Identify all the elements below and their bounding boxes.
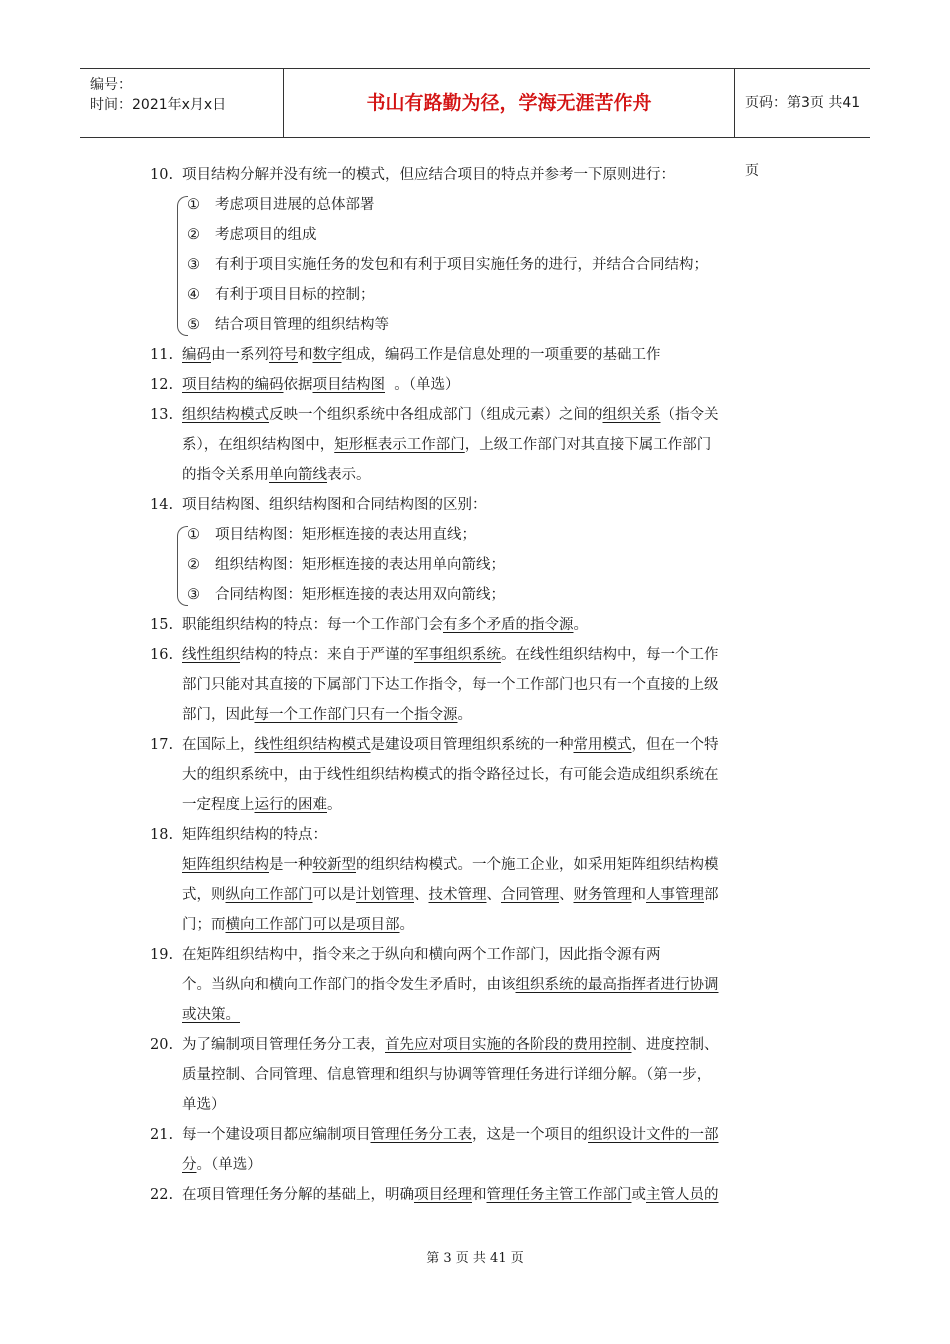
item-text: 式，则: [182, 887, 226, 903]
item-text: 。: [457, 707, 472, 723]
sub-item: [150, 310, 815, 340]
item-text: 矩阵组织结构的特点：: [182, 827, 327, 843]
underlined-term: 计划管理: [356, 887, 414, 903]
underlined-term: 组织系统的最高指挥者进行协调: [515, 977, 719, 993]
list-item-18: [150, 820, 815, 850]
list-item-16-cont: [150, 670, 815, 700]
item-text: 。: [327, 797, 342, 813]
list-item-12: [150, 370, 815, 400]
item-number: 11.: [150, 347, 174, 363]
sub-item: [150, 250, 815, 280]
item-text: 可以是: [312, 887, 356, 903]
item-text: 表示。: [327, 467, 371, 483]
item-text: ，上级工作部门对其直接下属工作部门: [464, 437, 712, 453]
document-body: [150, 160, 815, 1210]
item-text: 质量控制、合同管理、信息管理和组织与协调等管理任务进行详细分解。（第一步，: [182, 1067, 712, 1083]
item-text: 一定程度上: [182, 797, 255, 813]
underlined-term: 有多个矛盾的指令源: [443, 617, 574, 633]
list-item-15: [150, 610, 815, 640]
sub-item-text: 合同结构图：矩形框连接的表达用双向箭线；: [215, 587, 505, 603]
header-meta: [80, 69, 283, 137]
item-text: 和: [298, 347, 313, 363]
sub-item: [150, 580, 815, 610]
list-item-13-cont: [150, 430, 815, 460]
item-text: 反映一个组织系统中各组成部门（组成元素）之间的: [269, 407, 603, 423]
list-item-18-cont: [150, 850, 815, 880]
header-page-info: 页码：第3页 共41页: [745, 95, 861, 179]
item-text: 的指令关系用: [182, 467, 269, 483]
item-text: 职能组织结构的特点：每一个工作部门会: [182, 617, 443, 633]
sub-item-text: 项目结构图：矩形框连接的表达用直线；: [215, 527, 476, 543]
item-text: 部门，因此: [182, 707, 255, 723]
underlined-term: 符号: [269, 347, 298, 363]
list-item-10: [150, 160, 815, 190]
underlined-term: 较新型: [312, 857, 356, 873]
underlined-term: 主管人员的: [646, 1187, 719, 1203]
item-text: 或: [631, 1187, 646, 1203]
underlined-term: 每一个工作部门只有一个指令源: [254, 707, 458, 723]
item-text: 、: [414, 887, 429, 903]
item-text: 在国际上，: [182, 737, 255, 753]
item-text: 。在线性组织结构中，每一个工作: [501, 647, 719, 663]
item-text: 单选）: [182, 1097, 226, 1113]
list-item-18-cont: [150, 880, 815, 910]
item-number: 21.: [150, 1127, 174, 1143]
item-text: 部: [704, 887, 719, 903]
list-item-19: [150, 940, 815, 970]
item-number: 14.: [150, 497, 174, 513]
item-text: ，这是一个项目的: [472, 1127, 588, 1143]
circled-number: ①: [187, 527, 200, 543]
circled-number: ①: [187, 197, 200, 213]
item-text: （指令关: [660, 407, 719, 423]
list-item-16-cont: [150, 700, 815, 730]
underlined-term: 军事组织系统: [414, 647, 501, 663]
item-text: 是建设项目管理组织系统的一种: [370, 737, 574, 753]
item-number: 10.: [150, 167, 174, 183]
item-number: 19.: [150, 947, 174, 963]
list-item-20: [150, 1030, 815, 1060]
list-item-21-cont: [150, 1150, 815, 1180]
item-text: 门；而: [182, 917, 226, 933]
sub-item-text: 结合项目管理的组织结构等: [215, 317, 389, 333]
list-item-21: [150, 1120, 815, 1150]
item-number: 16.: [150, 647, 174, 663]
sub-item: [150, 550, 815, 580]
list-item-13: [150, 400, 815, 430]
item-text: 在项目管理任务分解的基础上，明确: [182, 1187, 414, 1203]
underlined-term: 运行的困难: [254, 797, 327, 813]
list-item-14: [150, 490, 815, 520]
list-item-18-cont: [150, 910, 815, 940]
underlined-term: 首先应对项目实施的各阶段的费用控制: [385, 1037, 632, 1053]
list-item-19-cont: [150, 1000, 815, 1030]
item-text: 每一个建设项目都应编制项目: [182, 1127, 371, 1143]
underlined-term: 管理任务分工表: [370, 1127, 472, 1143]
list-item-19-cont: [150, 970, 815, 1000]
list-item-20-cont: [150, 1060, 815, 1090]
item-text: 部门只能对其直接的下属部门下达工作指令，每一个工作部门也只有一个直接的上级: [182, 677, 719, 693]
circled-number: ④: [187, 287, 200, 303]
item-text: 依据: [283, 377, 313, 393]
item-text: 和: [631, 887, 646, 903]
underlined-term: 管理任务主管工作部门: [486, 1187, 632, 1203]
sub-item: [150, 280, 815, 310]
circled-number: ⑤: [187, 317, 200, 333]
circled-number: ③: [187, 587, 200, 603]
underlined-term: 矩阵组织结构: [182, 857, 269, 873]
underlined-term: 纵向工作部门: [225, 887, 313, 903]
item-text: 、: [486, 887, 501, 903]
underlined-term: 合同管理: [501, 887, 559, 903]
item-text: ，但在一个特: [631, 737, 719, 753]
item-text: 个。当纵向和横向工作部门的指令发生矛盾时，由该: [182, 977, 516, 993]
sub-item-text: 组织结构图：矩形框连接的表达用单向箭线；: [215, 557, 505, 573]
item-text: 是一种: [269, 857, 313, 873]
underlined-term: 人事管理: [646, 887, 704, 903]
sub-item: [150, 520, 815, 550]
time-label: 时间：2021年x月x日: [90, 97, 227, 113]
item-text: 大的组织系统中，由于线性组织结构模式的指令路径过长，有可能会造成组织系统在: [182, 767, 719, 783]
underlined-term: 线性组织: [182, 647, 240, 663]
underlined-term: 组织设计文件的一部: [588, 1127, 719, 1143]
item-text: 、: [559, 887, 574, 903]
item-text: 。: [573, 617, 588, 633]
item-text: 项目结构分解并没有统一的模式，但应结合项目的特点并参考一下原则进行：: [182, 167, 675, 183]
item-number: 20.: [150, 1037, 174, 1053]
item-text: 由一系列: [211, 347, 269, 363]
item-text: 系），在组织结构图中，: [182, 437, 335, 453]
sub-item: [150, 190, 815, 220]
underlined-term: 项目结构的编码: [182, 377, 284, 393]
sub-item-text: 考虑项目进展的总体部署: [215, 197, 375, 213]
underlined-term: 财务管理: [573, 887, 632, 903]
underlined-term: 编码: [182, 347, 211, 363]
sub-item-text: 有利于项目目标的控制；: [215, 287, 375, 303]
list-item-16: [150, 640, 815, 670]
underlined-term: 线性组织结构模式: [254, 737, 371, 753]
list-item-13-cont: [150, 460, 815, 490]
item-text: 项目结构图、组织结构图和合同结构图的区别：: [182, 497, 487, 513]
underlined-term: 单向箭线: [269, 467, 327, 483]
underlined-term: 组织关系: [602, 407, 661, 423]
item-number: 22.: [150, 1187, 174, 1203]
list-item-22: [150, 1180, 815, 1210]
item-number: 18.: [150, 827, 174, 843]
item-text: 、进度控制、: [631, 1037, 719, 1053]
item-text: 组成，编码工作是信息处理的一项重要的基础工作: [341, 347, 661, 363]
item-text: 。（单选）: [196, 1157, 262, 1173]
underlined-term: 组织结构模式: [182, 407, 269, 423]
circled-number: ②: [187, 227, 200, 243]
sub-item-text: 考虑项目的组成: [215, 227, 317, 243]
list-item-17: [150, 730, 815, 760]
underlined-term: 分: [182, 1157, 197, 1173]
brace-bracket: [177, 196, 188, 336]
sub-item: [150, 220, 815, 250]
item-number: 12.: [150, 377, 174, 393]
underlined-term: 数字: [312, 347, 342, 363]
underlined-term: 项目结构图: [312, 377, 385, 393]
item-text: 为了编制项目管理任务分工表，: [182, 1037, 385, 1053]
item-text: 。: [399, 917, 414, 933]
item-text: 在矩阵组织结构中，指令来之于纵向和横向两个工作部门，因此指令源有两: [182, 947, 661, 963]
underlined-term: 常用模式: [573, 737, 632, 753]
header-motto: 书山有路勤为径，学海无涯苦作舟: [283, 69, 735, 137]
item-text: 的组织结构模式。一个施工企业，如采用矩阵组织结构模: [356, 857, 719, 873]
item-text: 。（单选）: [385, 377, 460, 393]
underlined-term: 矩形框表示工作部门: [334, 437, 465, 453]
brace-bracket: [177, 526, 188, 606]
underlined-term: 或决策。: [182, 1007, 240, 1023]
list-item-20-cont: [150, 1090, 815, 1120]
underlined-term: 横向工作部门可以是项目部: [225, 917, 400, 933]
item-number: 17.: [150, 737, 174, 753]
page-footer: 第 3 页 共 41 页: [426, 1251, 524, 1266]
code-label: 编号：: [90, 77, 132, 93]
circled-number: ③: [187, 257, 200, 273]
circled-number: ②: [187, 557, 200, 573]
list-item-17-cont: [150, 760, 815, 790]
sub-item-text: 有利于项目实施任务的发包和有利于项目实施任务的进行，并结合合同结构；: [215, 257, 708, 273]
underlined-term: 项目经理: [414, 1187, 472, 1203]
item-text: 和: [472, 1187, 487, 1203]
item-number: 15.: [150, 617, 174, 633]
list-item-11: [150, 340, 815, 370]
item-text: 结构的特点：来自于严谨的: [240, 647, 414, 663]
list-item-17-cont: [150, 790, 815, 820]
underlined-term: 技术管理: [428, 887, 487, 903]
item-number: 13.: [150, 407, 174, 423]
